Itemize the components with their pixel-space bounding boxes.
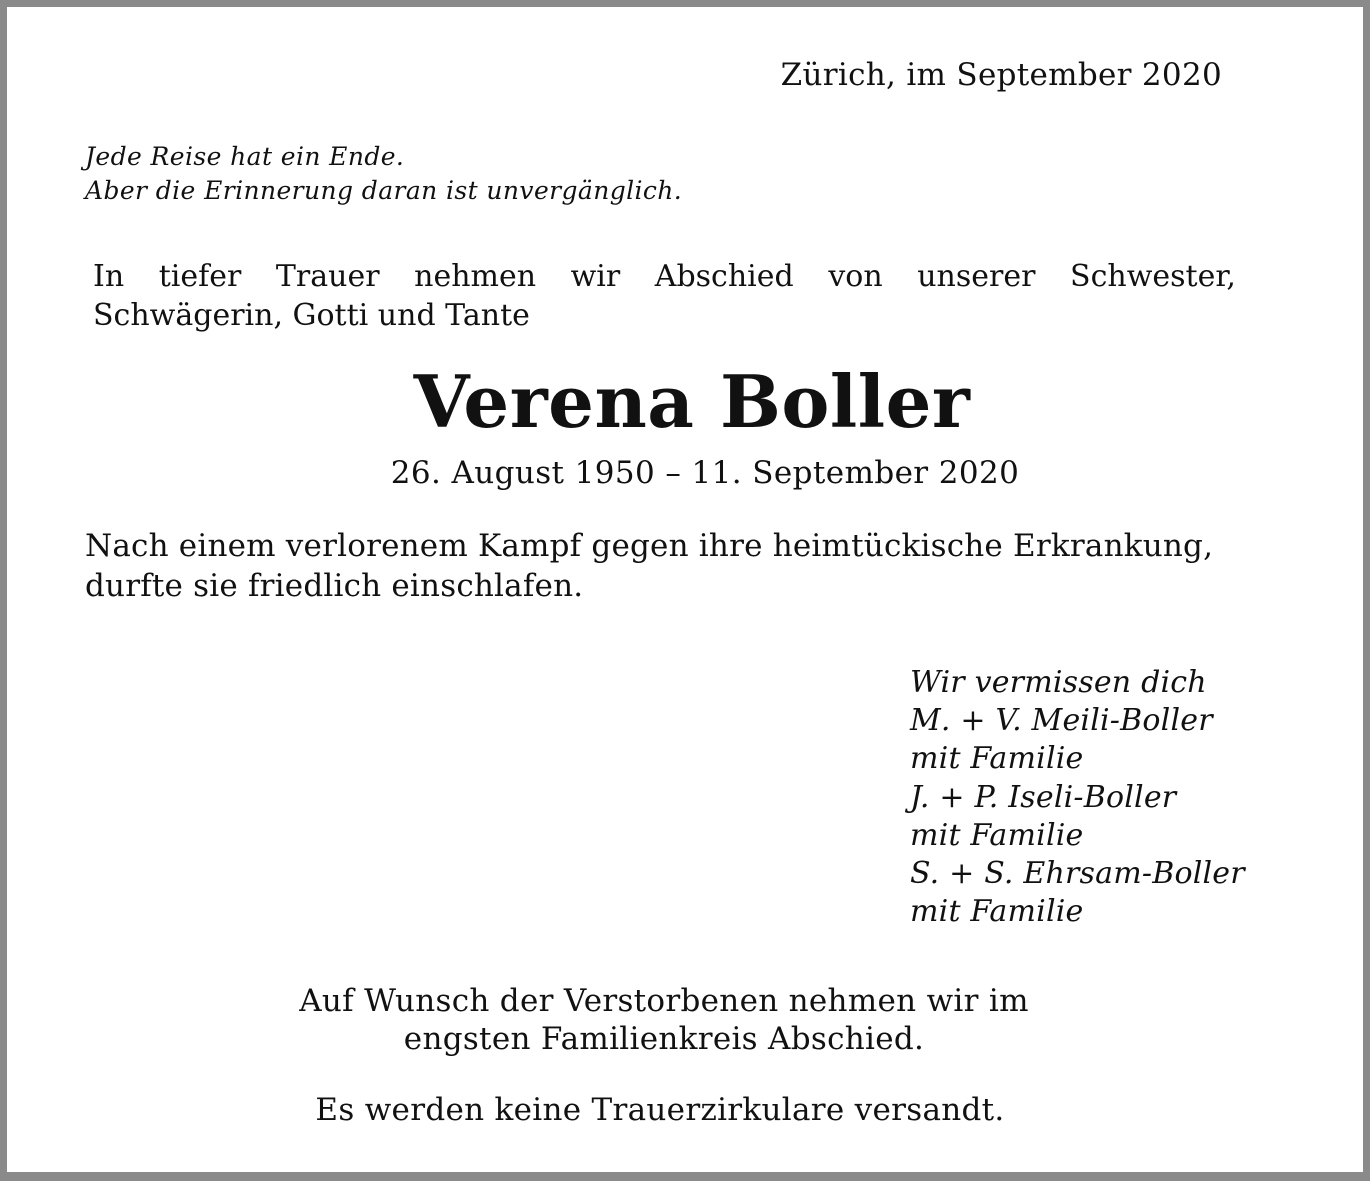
signature-line: mit Familie [910, 817, 1084, 853]
circular-note: Es werden keine Trauerzirkulare versandt. [315, 1092, 1005, 1128]
statement [85, 526, 1213, 606]
motto [85, 140, 682, 208]
statement-line-1: Nach einem verlorenem Kampf gegen ihre heimtückische Erkrankung, [85, 528, 1214, 564]
signature-line: mit Familie [910, 894, 1084, 930]
signature-line: M. + V. Meili-Boller [910, 703, 1213, 739]
signatures [910, 664, 1245, 931]
intro-word: unserer [917, 259, 1036, 294]
intro-word: Abschied [654, 259, 794, 294]
intro-word: nehmen [414, 259, 537, 294]
signature-line: S. + S. Ehrsam-Boller [910, 856, 1245, 892]
motto-line-1: Jede Reise hat ein Ende. [85, 142, 405, 171]
intro-line-2: Schwägerin, Gotti und Tante [93, 298, 530, 333]
intro-word: Trauer [275, 259, 380, 294]
intro-text [93, 257, 1236, 335]
signature-line: mit Familie [910, 741, 1084, 777]
intro-word: Schwester, [1070, 259, 1236, 294]
intro-word: In [93, 259, 125, 294]
place-date: Zürich, im September 2020 [780, 57, 1222, 93]
deceased-name: Verena Boller [413, 359, 971, 444]
motto-line-2: Aber die Erinnerung daran ist unvergänglich. [85, 176, 683, 205]
closing-line-1: Auf Wunsch der Verstorbenen nehmen wir im [299, 983, 1029, 1019]
signature-line: Wir vermissen dich [910, 665, 1207, 700]
signature-line: J. + P. Iseli-Boller [910, 779, 1177, 815]
life-dates: 26. August 1950 – 11. September 2020 [390, 455, 1020, 491]
intro-line-1 [93, 257, 1236, 296]
closing-line-2: engsten Familienkreis Abschied. [403, 1021, 925, 1057]
intro-word: tiefer [158, 259, 242, 294]
intro-word: wir [570, 259, 621, 294]
statement-line-2: durfte sie friedlich einschlafen. [85, 568, 584, 604]
intro-word: von [828, 259, 883, 294]
closing-text [7, 982, 1321, 1058]
